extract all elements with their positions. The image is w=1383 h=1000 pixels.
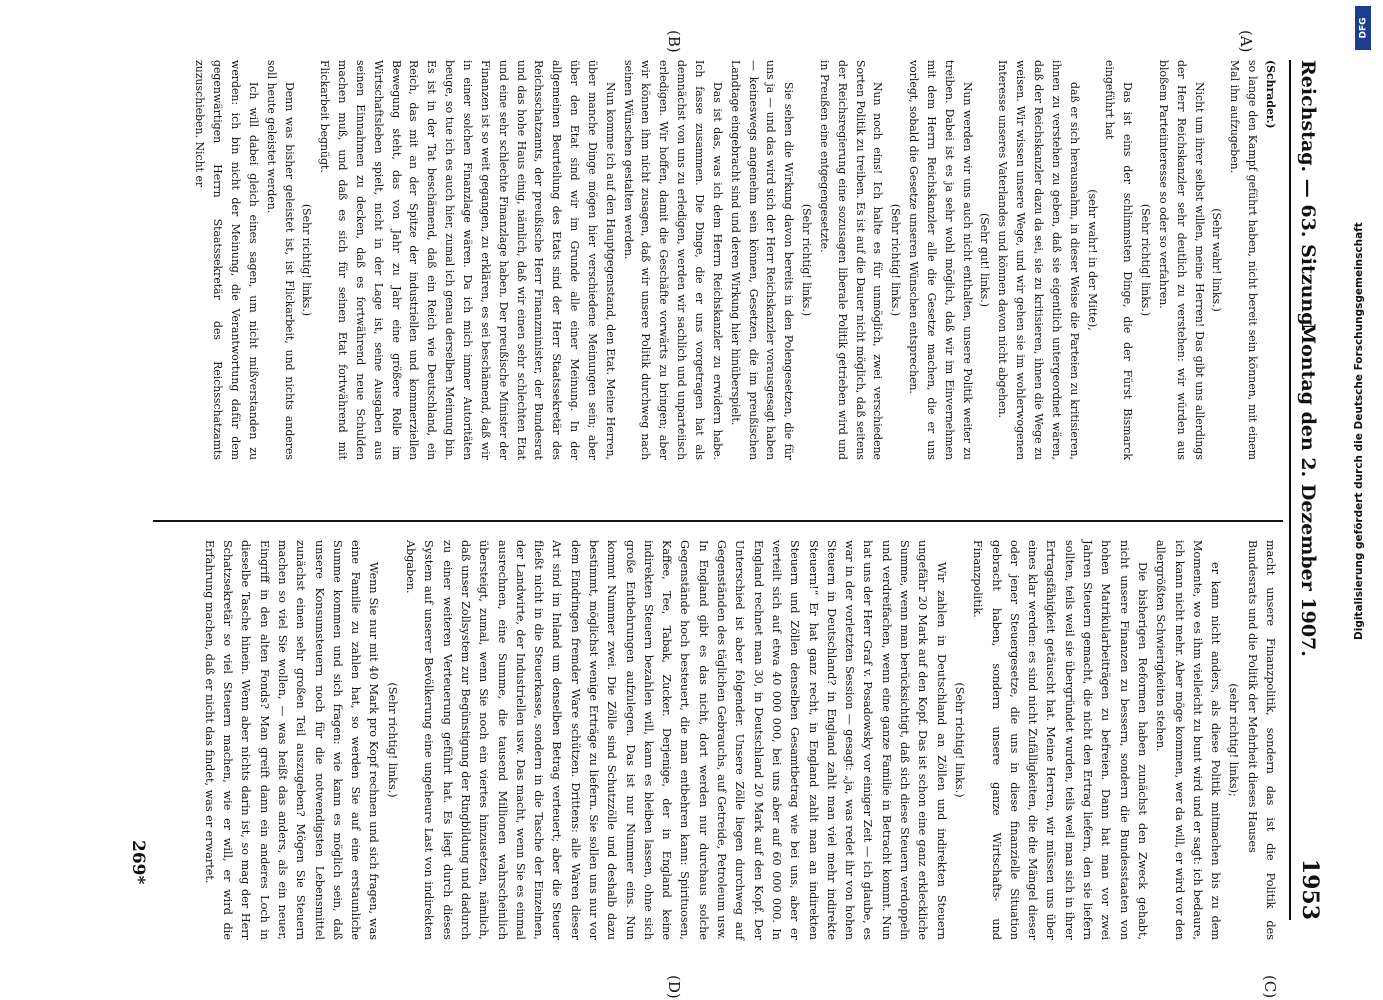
reaction-line: (Sehr richtig! links.) xyxy=(300,203,314,317)
paragraph: so lange den Kampf geführt haben, nicht bereit sein können, mit einem Mal ihn aufzugeben. xyxy=(1228,60,1260,460)
paragraph: Das ist das, was ich dem Herrn Reichskanzler zu erwidern habe. Ich fasse zusammen. Die Dinge, die er uns vorgetragen hat als demnächst von uns zu erledigen, werden wir sachlich und unparteiisch erledigen. Wir hoffen, damit die Geschäfte vorwärts zu bringen; aber wir können ihm nicht zusagen, daß wir unsere Politik durchweg nach seinen Wünschen gestalten werden. xyxy=(621,60,724,460)
paragraph: Ich will dabei gleich eines sagen, um nicht mißverstanden zu werden: ich bin nicht der Meinung, die Verantwortung dafür dem gegenwärtigen Herrn Staatssekretär des Reichsschatzamts zuzuschieben. Nicht er xyxy=(193,60,260,460)
page-number: 1953 xyxy=(1297,858,1323,920)
right-column xyxy=(199,540,1279,940)
margin-mark-c: (C) xyxy=(1261,975,1279,999)
speaker-name: (Schrader.) xyxy=(1264,60,1277,129)
reaction-line: (sehr wahr! in der Mitte), xyxy=(1085,189,1099,331)
paragraph: daß er sich herausnahm, in dieser Weise die Parteien zu kritisieren, ihnen zu verstehen zu geben, daß sie eigentlich untergeordnet wären, daß der Reichskanzler dazu da sei, sie zu kritisieren, ihnen die Wege zu weisen. Wir wissen unsere Wege, und wir gehen sie im wohlerwogenen Interesse unseres Vaterlandes und können davon nicht abgehen. xyxy=(996,60,1081,460)
page-signature: 269* xyxy=(128,840,148,885)
paragraph: Das ist eins der schlimmsten Dinge, die der Fürst Bismarck eingeführt hat xyxy=(1103,60,1135,460)
margin-mark-d: (D) xyxy=(665,975,683,999)
paragraph: Nun komme ich auf den Hauptgegenstand, den Etat. Meine Herren, über manche Dinge mögen hier verschiedene Meinungen sein; aber über den Etat sind wir im Grunde alle einer Meinung. In der allgemeinen Beurteilung des Etats sind der Herr Staatssekretär des Reichsschatzamts, der preußische Herr Finanzminister, der Bundesrat und das hohe Haus einig, nämlich, daß wir einen sehr schlechten Etat und eine sehr schlechte Finanzlage haben. Der preußische Minister der Finanzen ist so weit gegangen, zu erklären, es sei beschämend, daß wir in einer solchen Finanzlage wären. Da ich mich immer Autoritäten beuge, so tue ich es auch hier, zumal ich genau derselben Meinung bin. Es ist in der Tat beschämend, daß ein Reich wie Deutschland, ein Reich, das mit an der Spitze der industriellen und kommerziellen Bewegung steht, das von Jahr zu Jahr eine größere Rolle im Wirtschaftsleben spielt, nicht in der Lage ist, seine Ausgaben aus seinen Einnahmen zu decken, daß es fortwährend neue Schulden machen muß, und daß es sich für seinen Etat fortwährend mit Flickarbeit begnügt. xyxy=(318,60,617,460)
running-head-left: Reichstag. — 63. Sitzung. xyxy=(1297,60,1319,333)
credit-text: Digitalisierung gefördert durch die Deutsche Forschungsgemeinschaft xyxy=(1353,222,1365,640)
reaction-line: (sehr richtig! links); xyxy=(1227,683,1241,797)
paragraph: er kann nicht anders, als diese Politik mitmachen bis zu dem Momente, wo es ihm vielleicht zu bunt wird und er sagt: ich bedaure, ich kann nicht mehr. Aber möge kommen, wer da will, er wird vor den allergrößten Schwierigkeiten stehen. xyxy=(1154,540,1223,940)
paragraph: Nicht um ihrer selbst willen, meine Herren! Das gibt uns allerdings der Herr Reichskanzler sehr deutlich zu verstehen: wir würden aus bloßem Parteiinteresse so oder so verfahren. xyxy=(1156,60,1206,460)
paragraph: macht unsere Finanzpolitik, sondern das ist die Politik des Bundesrats und die Politik der Mehrheit dieses Hauses xyxy=(1245,540,1277,940)
margin-mark-a: (A) xyxy=(1237,30,1255,53)
reaction-line: (Sehr richtig! links.) xyxy=(800,203,814,317)
right-column-text xyxy=(199,540,1279,940)
reaction-line: (Sehr richtig! links.) xyxy=(385,682,399,798)
reaction-line: (Sehr richtig! links.) xyxy=(889,203,903,317)
paragraph: Nun werden wir uns auch nicht enthalten, unsere Politik weiter zu treiben. Dabei ist es ja sehr wohl möglich, daß wir im Einvernehmen mit dem Herrn Reichskanzler alle die Gesetze machen, die er uns vorlegt, sobald die Gesetze unseren Wünschen entsprechen. xyxy=(907,60,974,460)
paragraph: Die bisherigen Reformen haben zunächst den Zweck gehabt, nicht unsere Finanzen zu bessern, sondern die Bundesstaaten von hohen Matrikularbeiträgen zu befreien. Dann hat man vor zwei Jahren Steuern gemacht, die nicht den Ertrag liefern, den sie liefern sollten, teils weil sie übergründet wurden, teils weil man sich in ihrer Ertragsfähigkeit getäuscht hat. Meine Herren, wir müssen uns über eines klar werden: es sind nicht Zufälligkeiten, die die Mängel dieser oder jener Steuergesetze, die uns in diese finanzielle Situation gebracht haben, sondern unsere ganze Wirtschafts- und Finanzpolitik. xyxy=(971,540,1149,940)
running-head xyxy=(1289,60,1325,920)
running-head-date: Montag den 2. Dezember 1907. xyxy=(1297,323,1319,657)
paragraph: Wir zahlen in Deutschland an Zöllen und indirekten Steuern ungefähr 20 Mark auf den Kopf. Das ist schon eine ganz erkleckliche Summe, wenn man berücksichtigt, daß sich diese Steuern verdoppeln und verdreifachen, wenn eine ganze Familie in Betracht kommt. Nun hat uns der Herr Graf v. Posadowsky vor einiger Zeit — ich glaube, es war in der vorletzten Session — gesagt: „ja, was redet ihr von hohen Steuern in Deutschland? in England zahlt man viel mehr indirekte Steuern!“ Er hat ganz recht, in England zahlt man an indirekten Steuern und Zöllen denselben Gesamtbetrag wie bei uns, aber er verteilt sich auf etwa 40 000 000, bei uns aber auf 60 000 000. In England rechnet man 30, in Deutschland 20 Mark auf den Kopf. Der Unterschied ist aber folgender. Unsere Zölle liegen durchweg auf Gegenständen des täglichen Gebrauchs, auf Getreide, Petroleum usw. In England gibt es das nicht, dort werden nur durchaus solche Gegenstände hoch besteuert, die man entbehren kann: Spirituosen, Kaffee, Tee, Tabak, Zucker. Derjenige, der in England keine indirekten Steuern bezahlen will, kann es bleiben lassen, ohne sich große Entbehrungen aufzulegen. Das ist nur Nummer eins. Nun kommt Nummer zwei. Die Zölle sind Schutzzölle und deshalb dazu bestimmt, möglichst wenige Erträge zu liefern. Sie sollen uns nur vor dem Eindringen fremder Ware schützen. Drittens: alle Waren dieser Art sind im Inland um denselben Betrag verteuert; aber die Steuer fließt nicht in die Steuerkasse, sondern in die Tasche der Einzelnen, der Landwirte, der Industriellen usw. Das macht, wenn Sie es einmal ausrechnen, eine Summe, die tausend Millionen wahrscheinlich übersteigt, zumal, wenn Sie noch ein viertes hinzusetzen, nämlich, daß unser Zollsystem zur Begünstigung der Ringbildung und dadurch zu einer weiteren Verteuerung geführt hat. Es liegt durch dieses System auf unserer Bevölkerung eine ungeheure Last von indirekten Abgaben. xyxy=(404,540,948,940)
left-column xyxy=(191,60,1279,460)
digitization-credit xyxy=(1343,0,1383,1000)
paragraph: Nun noch eins! Ich halte es für unmöglich, zwei verschiedene Sorten Politik zu treiben. Es ist auf die Dauer nicht möglich, daß seitens der Reichsregierung eine sozusagen liberale Politik getrieben wird und in Preußen eine entgegengesetzte. xyxy=(817,60,885,461)
reaction-line: (Sehr richtig! links.) xyxy=(1139,203,1153,317)
paragraph: Sie sehen die Wirkung davon bereits in den Polengesetzen, die für uns ja — und das wird sich der Herr Reichskanzler vorausgesagt haben — keineswegs angenehm sein können, Gesetzen, die im preußischen Landtage eingebracht sind und deren Wirkung hier hinüberspielt. xyxy=(728,60,796,460)
column-divider xyxy=(153,520,1283,522)
reaction-line: (Sehr gut! links.) xyxy=(978,213,992,307)
left-column-text xyxy=(191,60,1279,460)
paragraph: Wenn Sie nur mit 40 Mark pro Kopf rechnen und sich fragen, was eine Familie zu zahlen hat, so werden Sie auf eine erstaunliche Summe kommen und sich fragen: wie kann es möglich sein, daß unsere Konsumsteuern noch für die notwendigsten Lebensmittel zunächst einen sehr großen Teil auszugeben? Mögen Sie Steuern machen so viel Sie wollen, — was heißt das anders, als ein neuer, Eingriff in den alten Fonds? Man greift dann ein anderes Loch in dieselbe Tasche hinein. Wenn aber nichts darin ist, so mag der Herr Schatzsekretär so viel Steuern machen, wie er will, er wird die Erfahrung machen, daß er nicht das findet, was er erwartet. xyxy=(202,540,381,940)
margin-mark-b: (B) xyxy=(665,30,683,53)
reaction-line: (Sehr richtig! links.) xyxy=(952,682,966,798)
reaction-line: (Sehr wahr! links.) xyxy=(1210,208,1224,312)
dfg-logo: DFG xyxy=(1355,6,1371,50)
paragraph: Denn was bisher geleistet ist, ist Flickarbeit, und nichts anderes soll heute geleistet werden. xyxy=(264,60,296,460)
